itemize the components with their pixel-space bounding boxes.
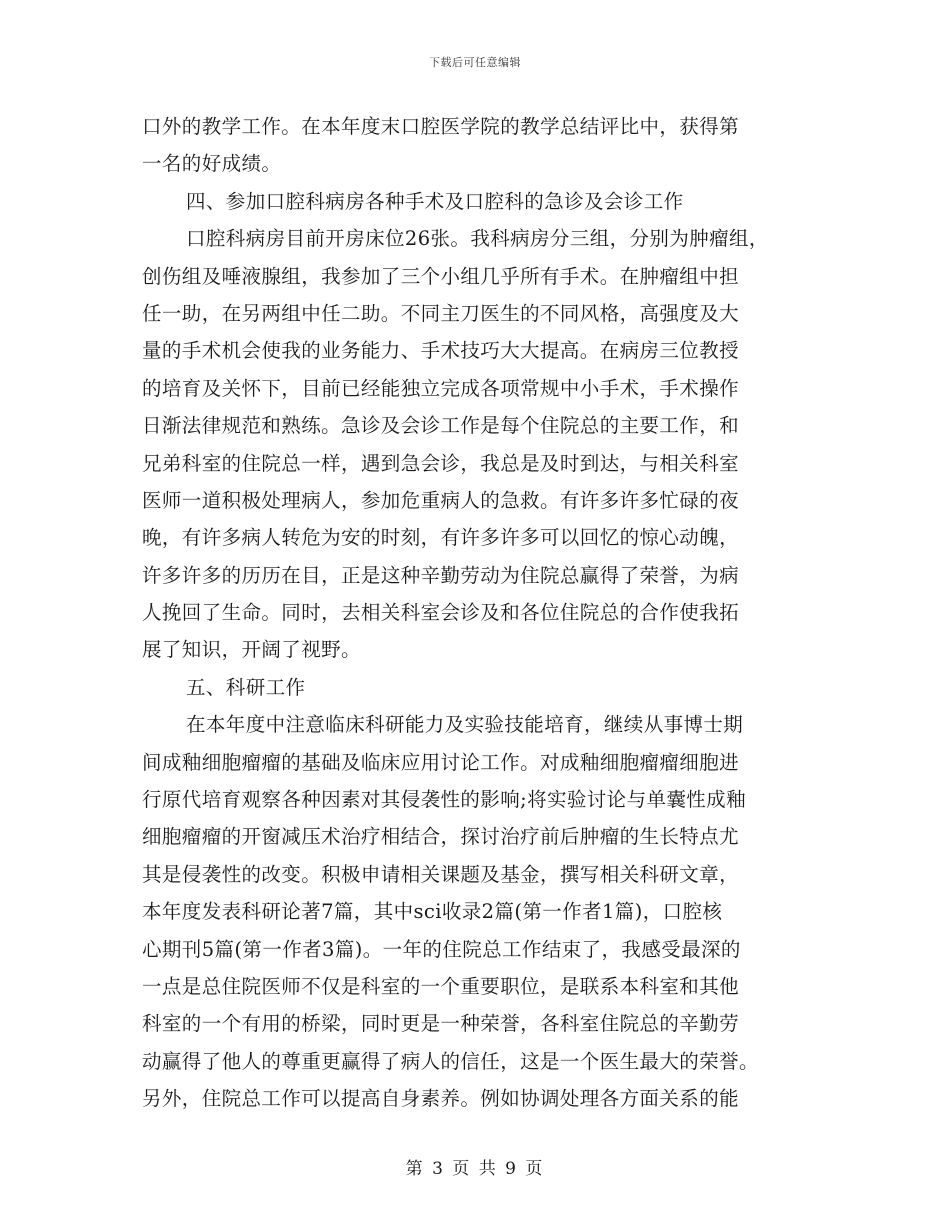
text-line: 的培育及关怀下，目前已经能独立完成各项常规中小手术，手术操作 xyxy=(142,376,740,400)
text-line: 量的手术机会使我的业务能力、手术技巧大大提高。在病房三位教授 xyxy=(142,339,740,363)
document-body xyxy=(142,108,812,1118)
text-line: 人挽回了生命。同时，去相关科室会诊及和各位住院总的合作使我拓 xyxy=(142,601,740,625)
text-line: 动赢得了他人的尊重更赢得了病人的信任，这是一个医生最大的荣誉。 xyxy=(142,1049,759,1073)
text-line: 本年度发表科研论著7篇，其中sci收录2篇(第一作者1篇)，口腔核 xyxy=(142,900,723,924)
text-line: 口外的教学工作。在本年度末口腔医学院的教学总结评比中，获得第 xyxy=(142,115,740,138)
text-line: 一点是总住院医师不仅是科室的一个重要职位，是联系本科室和其他 xyxy=(142,974,740,998)
page-number-footer: 第 3 页 共 9 页 xyxy=(405,1159,545,1179)
text-line: 心期刊5篇(第一作者3篇)。一年的住院总工作结束了，我感受最深的 xyxy=(142,937,741,961)
page-header: 下载后可任意编辑 xyxy=(429,56,521,69)
text-line: 另外，住院总工作可以提高自身素养。例如协调处理各方面关系的能 xyxy=(142,1087,740,1111)
text-line: 创伤组及唾液腺组，我参加了三个小组几乎所有手术。在肿瘤组中担 xyxy=(142,264,740,288)
text-line: 晚，有许多病人转危为安的时刻，有许多许多可以回忆的惊心动魄， xyxy=(142,526,740,550)
text-line: 日渐法律规范和熟练。急诊及会诊工作是每个住院总的主要工作，和 xyxy=(142,414,740,438)
text-line: 任一助，在另两组中任二助。不同主刀医生的不同风格，高强度及大 xyxy=(142,301,740,325)
section-heading: 四、参加口腔科病房各种手术及口腔科的急诊及会诊工作 xyxy=(186,189,684,213)
text-line: 其是侵袭性的改变。积极申请相关课题及基金，撰写相关科研文章， xyxy=(142,862,740,886)
text-line: 医师一道积极处理病人，参加危重病人的急救。有许多许多忙碌的夜 xyxy=(142,488,740,512)
text-line: 口腔科病房目前开房床位26张。我科病房分三组，分别为肿瘤组， xyxy=(186,227,769,251)
text-line: 细胞瘤瘤的开窗减压术治疗相结合，探讨治疗前后肿瘤的生长特点尤 xyxy=(142,825,740,849)
text-line: 在本年度中注意临床科研能力及实验技能培育，继续从事博士期 xyxy=(186,713,744,737)
text-line: 兄弟科室的住院总一样，遇到急会诊，我总是及时到达，与相关科室 xyxy=(142,451,740,475)
text-line: 间成釉细胞瘤瘤的基础及临床应用讨论工作。对成釉细胞瘤瘤细胞进 xyxy=(142,750,740,774)
text-line: 许多许多的历历在目，正是这种辛勤劳动为住院总赢得了荣誉，为病 xyxy=(142,563,740,587)
section-heading: 五、科研工作 xyxy=(186,675,306,699)
text-line: 展了知识，开阔了视野。 xyxy=(142,638,361,662)
text-line: 一名的好成绩。 xyxy=(142,152,282,176)
text-line: 行原代培育观察各种因素对其侵袭性的影响;将实验讨论与单囊性成釉 xyxy=(142,788,746,812)
text-line: 科室的一个有用的桥梁，同时更是一种荣誉，各科室住院总的辛勤劳 xyxy=(142,1012,740,1036)
